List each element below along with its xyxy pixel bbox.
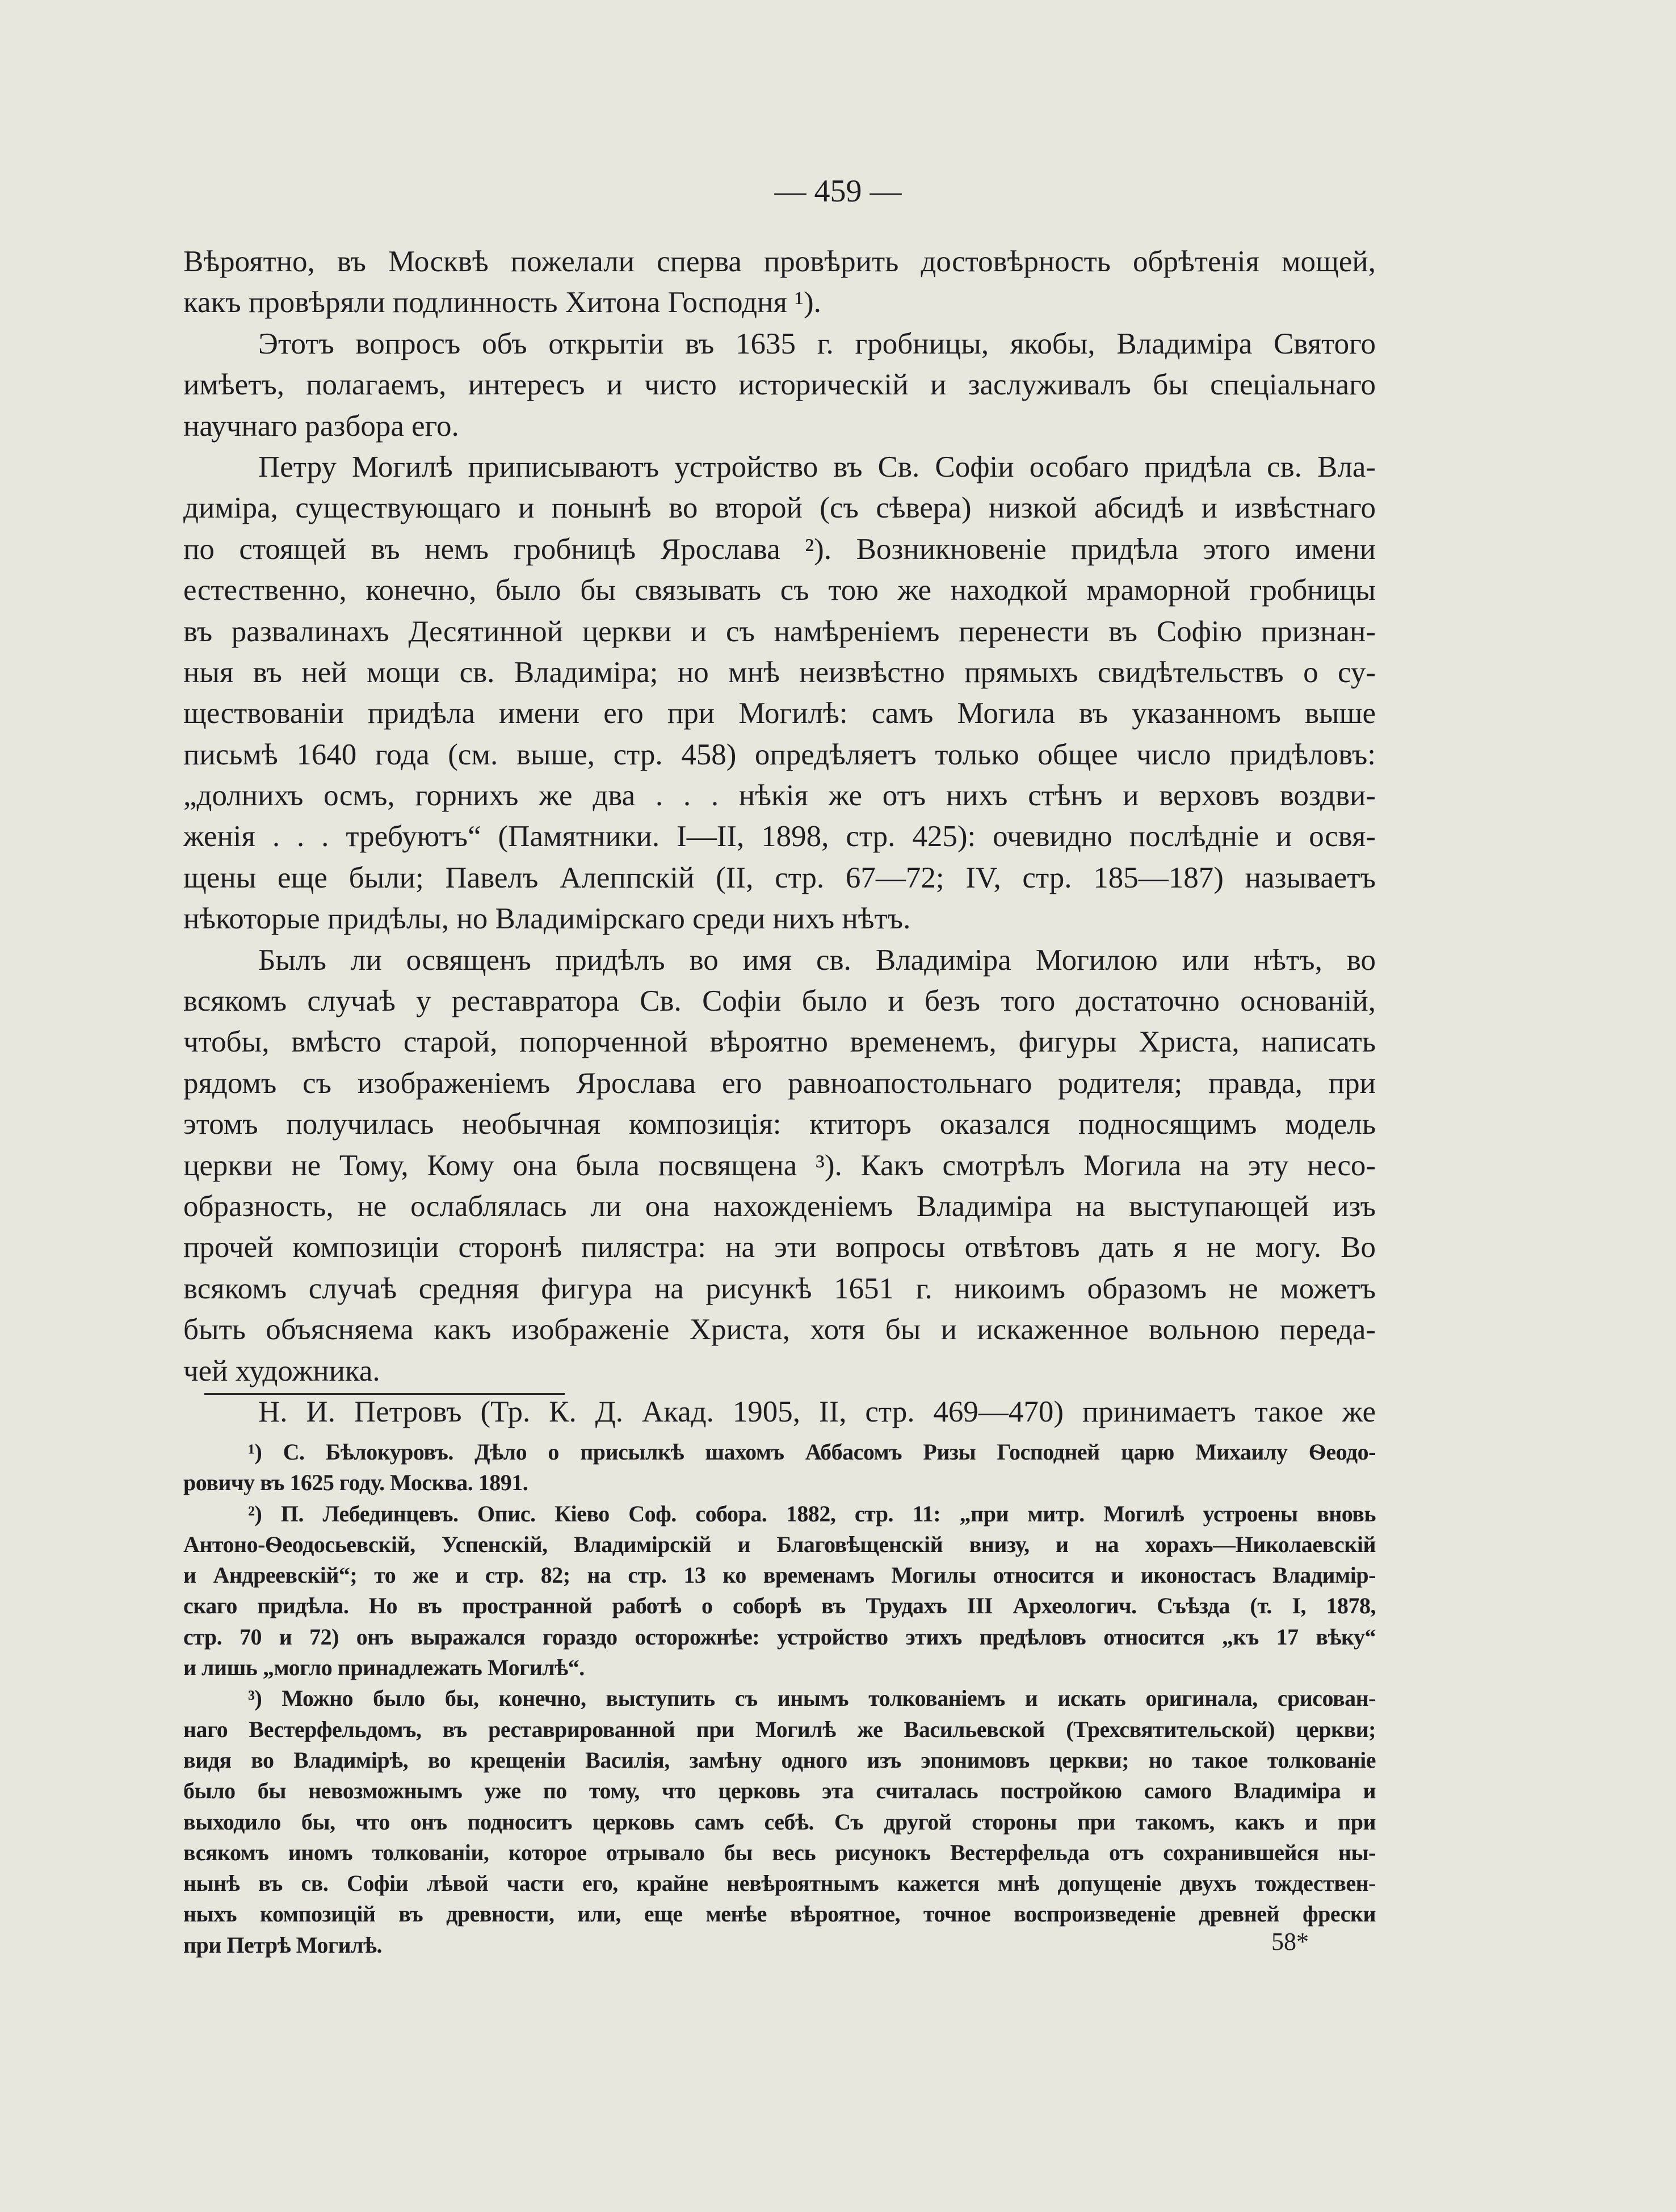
text-line: ществованіи придѣла имени его при Могилѣ: самъ Могила въ указанномъ выше xyxy=(183,697,1376,730)
text-line: ныя въ ней мощи св. Владиміра; но мнѣ неизвѣстно прямыхъ свидѣтельствъ о су- xyxy=(183,655,1376,689)
footnote-line: ¹) С. Бѣлокуровъ. Дѣло о присылкѣ шахомъ Аббасомъ Ризы Господней царю Михаилу Ѳеодо- xyxy=(248,1439,1376,1465)
footnote-line: ныхъ композицій въ древности, или, еще менѣе вѣроятное, точное воспроизведеніе древней фрески xyxy=(183,1901,1376,1927)
footnote-line: при Петрѣ Могилѣ. xyxy=(183,1932,382,1958)
text-line: прочей композиціи сторонѣ пилястра: на эти вопросы отвѣтовъ дать я не могу. Во xyxy=(183,1231,1376,1264)
footnote-line: наго Вестерфельдомъ, въ реставрированной при Могилѣ же Васильевской (Трехсвятительской) церкви; xyxy=(183,1716,1376,1742)
paragraph xyxy=(183,447,1376,940)
text-line: всякомъ случаѣ у реставратора Св. Софіи было и безъ того достаточно основаній, xyxy=(183,985,1376,1018)
footnote-line: Антоно-Ѳеодосьевскій, Успенскій, Владимірскій и Благовѣщенскій внизу, и на хорахъ—Николаевскій xyxy=(183,1531,1376,1557)
text-line: письмѣ 1640 года (см. выше, стр. 458) опредѣляетъ только общее число придѣловъ: xyxy=(183,738,1376,771)
paragraph xyxy=(183,940,1376,1391)
text-line: женія . . . требуютъ“ (Памятники. I—II, 1898, стр. 425): очевидно послѣдніе и освя- xyxy=(183,820,1376,853)
text-line: рядомъ съ изображеніемъ Ярослава его равноапостольнаго родителя; правда, при xyxy=(183,1066,1376,1100)
text-line: церкви не Тому, Кому она была посвящена ³). Какъ смотрѣлъ Могила на эту несо- xyxy=(183,1149,1376,1182)
footnote-line: было бы невозможнымъ уже по тому, что церковь эта считалась постройкою самого Владиміра и xyxy=(183,1778,1376,1804)
text-line: диміра, существующаго и понынѣ во второй (съ сѣвера) низкой абсидѣ и извѣстнаго xyxy=(183,491,1376,525)
footnote xyxy=(183,1683,1376,1961)
page-number: — 459 — xyxy=(774,174,902,209)
paragraph xyxy=(183,241,1376,323)
text-line: быть объясняема какъ изображеніе Христа, хотя бы и искаженное вольною переда- xyxy=(183,1313,1376,1347)
signature-mark: 58* xyxy=(1271,1928,1309,1956)
text-line: Былъ ли освященъ придѣлъ во имя св. Владиміра Могилою или нѣтъ, во xyxy=(258,943,1376,977)
footnotes xyxy=(183,1437,1376,1961)
footnote xyxy=(183,1437,1376,1499)
text-line: этомъ получилась необычная композиція: ктиторъ оказался подносящимъ модель xyxy=(183,1108,1376,1141)
footnote-line: выходило бы, что онъ подноситъ церковь самъ себѣ. Съ другой стороны при такомъ, какъ и при xyxy=(183,1809,1376,1835)
footnote xyxy=(183,1499,1376,1684)
footnote-line: всякомъ иномъ толкованіи, которое отрывало бы весь рисунокъ Вестерфельда отъ сохранившейся ны- xyxy=(183,1839,1376,1865)
footnote-rule xyxy=(204,1393,565,1395)
text-line: научнаго разбора его. xyxy=(183,409,459,443)
body-text xyxy=(183,241,1376,1432)
text-line: чей художника. xyxy=(183,1354,380,1387)
footnote-line: ²) П. Лебединцевъ. Опис. Кіево Соф. собора. 1882, стр. 11: „при митр. Могилѣ устроены вновь xyxy=(248,1500,1376,1526)
paragraph xyxy=(183,1391,1376,1432)
text-line: по стоящей въ немъ гробницѣ Ярослава ²). Возникновеніе придѣла этого имени xyxy=(183,532,1376,566)
footnote-line: видя во Владимірѣ, во крещеніи Василія, замѣну одного изъ эпонимовъ церкви; но такое толкованіе xyxy=(183,1747,1376,1773)
footnote-line: и Андреевскій“; то же и стр. 82; на стр. 13 ко временамъ Могилы относится и иконостасъ Владимір- xyxy=(183,1562,1376,1588)
text-line: всякомъ случаѣ средняя фигура на рисункѣ 1651 г. никоимъ образомъ не можетъ xyxy=(183,1272,1376,1305)
paragraph xyxy=(183,323,1376,447)
footnote-line: и лишь „могло принадлежать Могилѣ“. xyxy=(183,1655,585,1681)
text-line: „долнихъ осмъ, горнихъ же два . . . нѣкія же отъ нихъ стѣнъ и верховъ воздви- xyxy=(183,779,1376,813)
text-line: имѣетъ, полагаемъ, интересъ и чисто историческій и заслуживалъ бы спеціальнаго xyxy=(183,368,1376,402)
text-line: образность, не ослаблялась ли она нахожденіемъ Владиміра на выступающей изъ xyxy=(183,1189,1376,1223)
footnote-line: скаго придѣла. Но въ пространной работѣ о соборѣ въ Трудахъ III Археологич. Съѣзда (т. I, 1878, xyxy=(183,1593,1376,1619)
footnote-line: ровичу въ 1625 году. Москва. 1891. xyxy=(183,1470,528,1496)
text-line: чтобы, вмѣсто старой, попорченной вѣроятно временемъ, фигуры Христа, написать xyxy=(183,1025,1376,1059)
footnote-line: стр. 70 и 72) онъ выражался гораздо осторожнѣе: устройство этихъ предѣловъ относится „къ 17 вѣку“ xyxy=(183,1624,1376,1650)
text-line: Петру Могилѣ приписываютъ устройство въ Св. Софіи особаго придѣла св. Вла- xyxy=(258,450,1376,483)
text-line: щены еще были; Павелъ Алеппскій (II, стр. 67—72; IV, стр. 185—187) называетъ xyxy=(183,861,1376,894)
text-line: въ развалинахъ Десятинной церкви и съ намѣреніемъ перенести въ Софію признан- xyxy=(183,615,1376,648)
text-line: Вѣроятно, въ Москвѣ пожелали сперва провѣрить достовѣрность обрѣтенія мощей, xyxy=(183,245,1376,278)
text-line: естественно, конечно, было бы связывать съ тою же находкой мраморной гробницы xyxy=(183,574,1376,607)
footnote-line: нынѣ въ св. Софіи лѣвой части его, крайне невѣроятнымъ кажется мнѣ допущеніе двухъ тождествен- xyxy=(183,1870,1376,1896)
text-line: нѣкоторые придѣлы, но Владимірскаго среди нихъ нѣтъ. xyxy=(183,902,911,936)
text-line: Н. И. Петровъ (Тр. К. Д. Акад. 1905, II, стр. 469—470) принимаетъ такое же xyxy=(258,1395,1376,1428)
footnote-line: ³) Можно было бы, конечно, выступить съ инымъ толкованіемъ и искать оригинала, срисован- xyxy=(248,1685,1376,1711)
text-line: какъ провѣряли подлинность Хитона Господня ¹). xyxy=(183,286,821,319)
text-line: Этотъ вопросъ объ открытіи въ 1635 г. гробницы, якобы, Владиміра Святого xyxy=(258,327,1376,360)
